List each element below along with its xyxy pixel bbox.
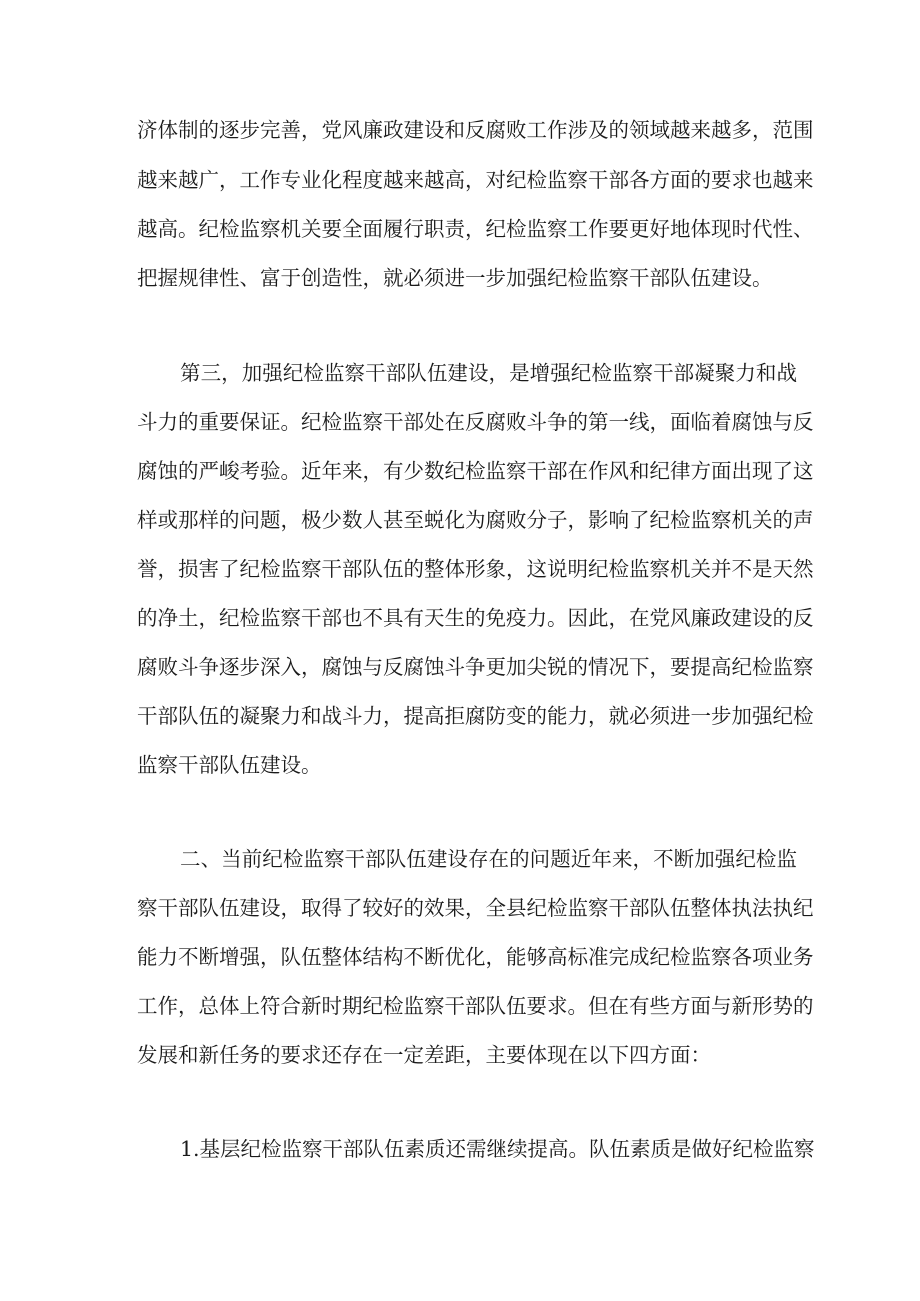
paragraph-2-line-2: 斗力的重要保证。纪检监察干部处在反腐败斗争的第一线，面临着腐蚀与反: [137, 410, 814, 434]
paragraph-2-line-5: 誉，损害了纪检监察干部队伍的整体形象，这说明纪检监察机关并不是天然: [137, 557, 814, 581]
paragraph-3-line-5: 发展和新任务的要求还存在一定差距，主要体现在以下四方面：: [137, 1043, 711, 1067]
paragraph-2-line-1: 第三，加强纪检监察干部队伍建设，是增强纪检监察干部凝聚力和战: [180, 361, 797, 385]
paragraph-2-line-8: 干部队伍的凝聚力和战斗力，提高拒腐防变的能力，就必须进一步加强纪检: [137, 704, 814, 728]
paragraph-2-line-9: 监察干部队伍建设。: [137, 753, 322, 777]
paragraph-2-line-4: 样或那样的问题，极少数人甚至蜕化为腐败分子，影响了纪检监察机关的声: [137, 508, 814, 532]
paragraph-4-line-1: 1.基层纪检监察干部队伍素质还需继续提高。队伍素质是做好纪检监察: [180, 1137, 815, 1161]
paragraph-1-line-3: 越高。纪检监察机关要全面履行职责，纪检监察工作要更好地体现时代性、: [137, 217, 814, 241]
paragraph-2-line-7: 腐败斗争逐步深入，腐蚀与反腐蚀斗争更加尖锐的情况下，要提高纪检监察: [137, 655, 814, 679]
paragraph-3-line-4: 工作，总体上符合新时期纪检监察干部队伍要求。但在有些方面与新形势的: [137, 994, 814, 1018]
paragraph-1-line-2: 越来越广，工作专业化程度越来越高，对纪检监察干部各方面的要求也越来: [137, 168, 814, 192]
paragraph-2-line-6: 的净土，纪检监察干部也不具有天生的免疫力。因此，在党风廉政建设的反: [137, 606, 814, 630]
paragraph-3-line-1: 二、当前纪检监察干部队伍建设存在的问题近年来，不断加强纪检监: [180, 847, 797, 871]
paragraph-3-line-3: 能力不断增强，队伍整体结构不断优化，能够高标准完成纪检监察各项业务: [137, 945, 814, 969]
paragraph-3-line-2: 察干部队伍建设，取得了较好的效果，全县纪检监察干部队伍整体执法执纪: [137, 896, 814, 920]
paragraph-2-line-3: 腐蚀的严峻考验。近年来，有少数纪检监察干部在作风和纪律方面出现了这: [137, 459, 814, 483]
paragraph-1-line-1: 济体制的逐步完善，党风廉政建设和反腐败工作涉及的领域越来越多，范围: [137, 118, 814, 142]
paragraph-1-line-4: 把握规律性、富于创造性，就必须进一步加强纪检监察干部队伍建设。: [137, 266, 773, 290]
